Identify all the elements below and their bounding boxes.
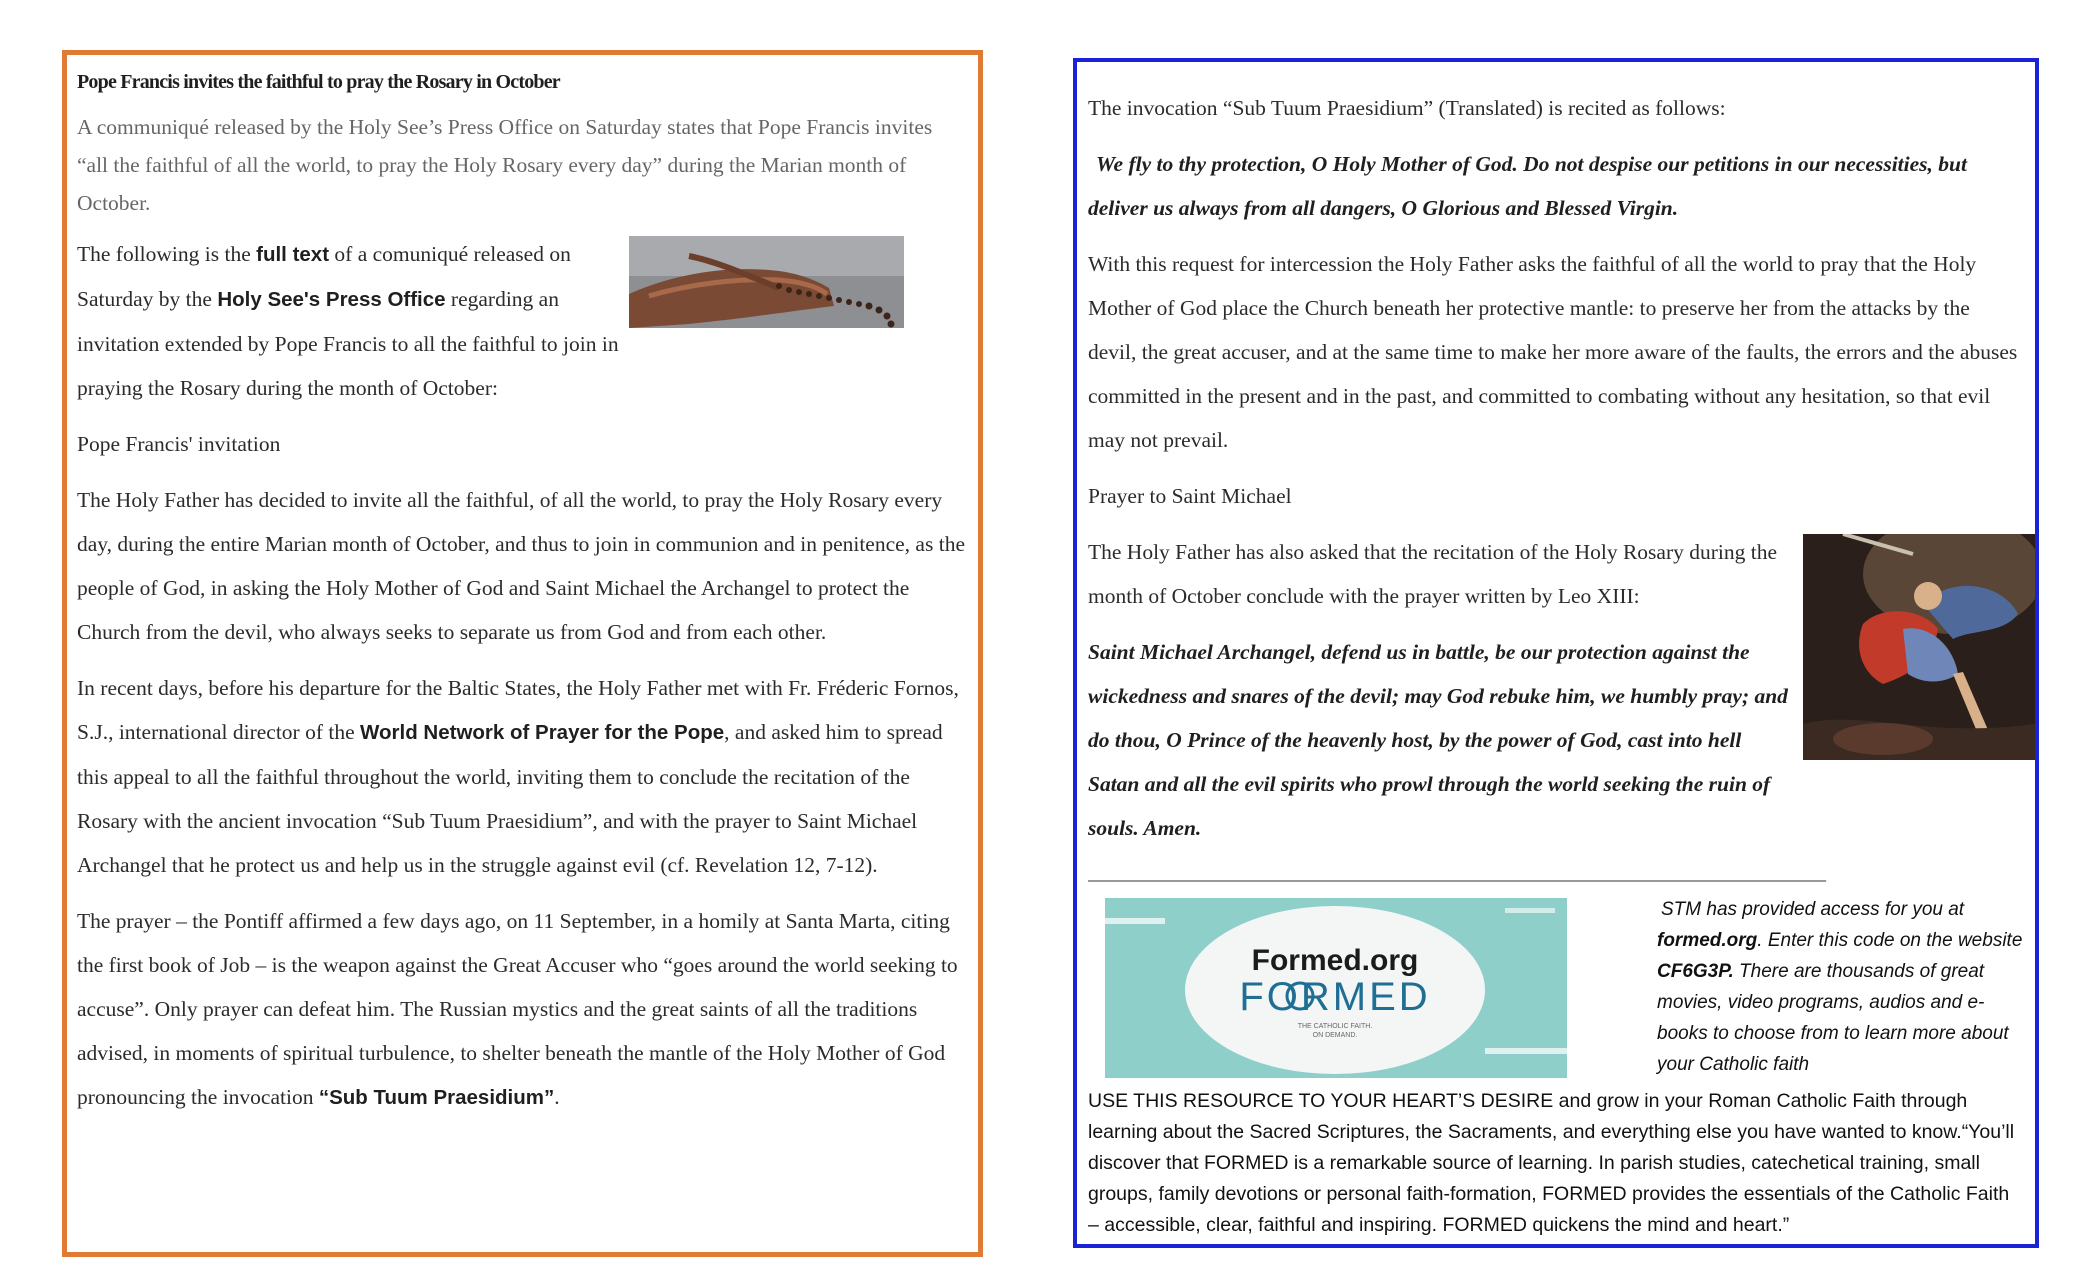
formed-note-c: . Enter this code on the website: [1757, 930, 2023, 951]
formed-logo-graphic: [1105, 898, 1567, 1078]
paragraph-intercession: With this request for intercession the Holy Father asks the faithful of all the world to pray that the Holy Mother of God place the Church beneath her protective mantle: to preserve her from the attacks by the devil, the great accuser, and at the same time to make her more aware of the faults, the errors and the abuses committed in the present and in the past, and committed to combating without any hesitation, so that evil may not prevail.: [1088, 252, 2018, 452]
saint-michael-prayer: Saint Michael Archangel, defend us in battle, be our protection against the wickedness and snares of the devil; may God rebuke him, we humbly pray; and do thou, O Prince of the heavenly host, by the power of God, cast into hell Satan and all the evil spirits who prowl through the world seeking the ruin of souls. Amen.: [1088, 640, 1788, 840]
paragraph-prayer-weapon: [77, 899, 966, 1120]
formed-site-text: Formed.org: [1251, 944, 1419, 977]
section-divider: ____________________________________________________________________________________________: [1088, 862, 1824, 884]
p1-text-c: of a comuniqué released on Saturday by the: [77, 242, 571, 311]
formed-logo[interactable]: [1105, 898, 1567, 1078]
paragraph-michael-intro: The Holy Father has also asked that the recitation of the Holy Rosary during the month of October conclude with the prayer written by Leo XIII:: [1088, 540, 1778, 608]
formed-resource-paragraph: USE THIS RESOURCE TO YOUR HEART’S DESIRE and grow in your Roman Catholic Faith through learning about the Sacred Scriptures, the Sacraments, and everything else you have wanted to know.“You’ll discover that FORMED is a remarkable source of learning. In parish studies, catechetical training, small groups, family devotions or personal faith-formation, FORMED provides the essentials of the Catholic Faith – accessible, clear, faithful and inspiring. FORMED quickens the mind and heart.”: [1088, 1090, 2015, 1236]
p4-bold-sub-tuum: “Sub Tuum Praesidium”: [318, 1086, 555, 1109]
p1-text-e: regarding an invitation extended by Pope Francis to all the faithful to join in praying the Rosary during the month of October:: [77, 287, 619, 400]
p3-text-c: , and asked him to spread this appeal to all the faithful throughout the world, inviting them to conclude the recitation of the Rosary with the ancient invocation “Sub Tuum Praesidium”, and with the prayer to Saint Michael Archangel that he protect us and help us in the struggle against evil (cf. Revelation 12, 7-12).: [77, 720, 943, 877]
p1-text-a: The following is the: [77, 242, 257, 266]
saint-michael-painting: [1803, 534, 2035, 760]
formed-brand-text: FORMED: [1239, 975, 1431, 1019]
left-article-panel: [62, 50, 983, 1257]
right-article-panel: [1073, 58, 2039, 1248]
formed-link[interactable]: formed.org: [1657, 930, 1758, 951]
article-title: Pope Francis invites the faithful to pray the Rosary in October: [77, 71, 560, 93]
heading-saint-michael: Prayer to Saint Michael: [1088, 484, 1292, 508]
formed-tagline-1: THE CATHOLIC FAITH.: [1297, 1023, 1373, 1030]
rosary-hand-illustration: [629, 236, 904, 328]
heading-invitation: Pope Francis' invitation: [77, 432, 281, 456]
formed-access-code: CF6G3P.: [1657, 961, 1734, 982]
p4-text-c: .: [554, 1085, 560, 1109]
p4-text-a: The prayer – the Pontiff affirmed a few days ago, on 11 September, in a homily at Santa Marta, citing the first book of Job – is the weapon against the Great Accuser who “goes around the world seeking to accuse”. Only prayer can defeat him. The Russian mystics and the great saints of all the traditions advised, in moments of spiritual turbulence, to shelter beneath the mantle of the Holy Mother of God pronouncing the invocation: [77, 909, 958, 1109]
formed-note-a: STM has provided access for you at: [1661, 899, 1965, 920]
p3-text-a: In recent days, before his departure for the Baltic States, the Holy Father met with Fr. Fréderic Fornos, S.J., international director of the: [77, 676, 959, 744]
p1-bold-press-office: Holy See's Press Office: [217, 288, 446, 311]
article-intro: A communiqué released by the Holy See’s Press Office on Saturday states that Pope Francis invites “all the faithful of all the world, to pray the Holy Rosary every day” during the Marian month of October.: [77, 115, 933, 215]
formed-note-e: There are thousands of great movies, video programs, audios and e-books to choose from to learn more about your Catholic faith: [1657, 961, 2009, 1075]
invocation-intro: The invocation “Sub Tuum Praesidium” (Translated) is recited as follows:: [1088, 96, 1726, 120]
formed-tagline-2: ON DEMAND.: [1312, 1032, 1358, 1039]
p1-bold-full-text: full text: [256, 243, 330, 266]
rosary-hand-photo: [629, 236, 904, 328]
paragraph-recent-days: [77, 666, 966, 887]
saint-michael-illustration: [1803, 534, 2035, 760]
invocation-text: We fly to thy protection, O Holy Mother of God. Do not despise our petitions in our necessities, but deliver us always from all dangers, O Glorious and Blessed Virgin.: [1088, 152, 1967, 220]
paragraph-invitation: The Holy Father has decided to invite all the faithful, of all the world, to pray the Holy Rosary every day, during the entire Marian month of October, and thus to join in communion and in penitence, as the people of God, in asking the Holy Mother of God and Saint Michael the Archangel to protect the Church from the devil, who always seeks to separate us from God and from each other.: [77, 488, 965, 644]
p3-bold-network: World Network of Prayer for the Pope: [360, 721, 725, 744]
